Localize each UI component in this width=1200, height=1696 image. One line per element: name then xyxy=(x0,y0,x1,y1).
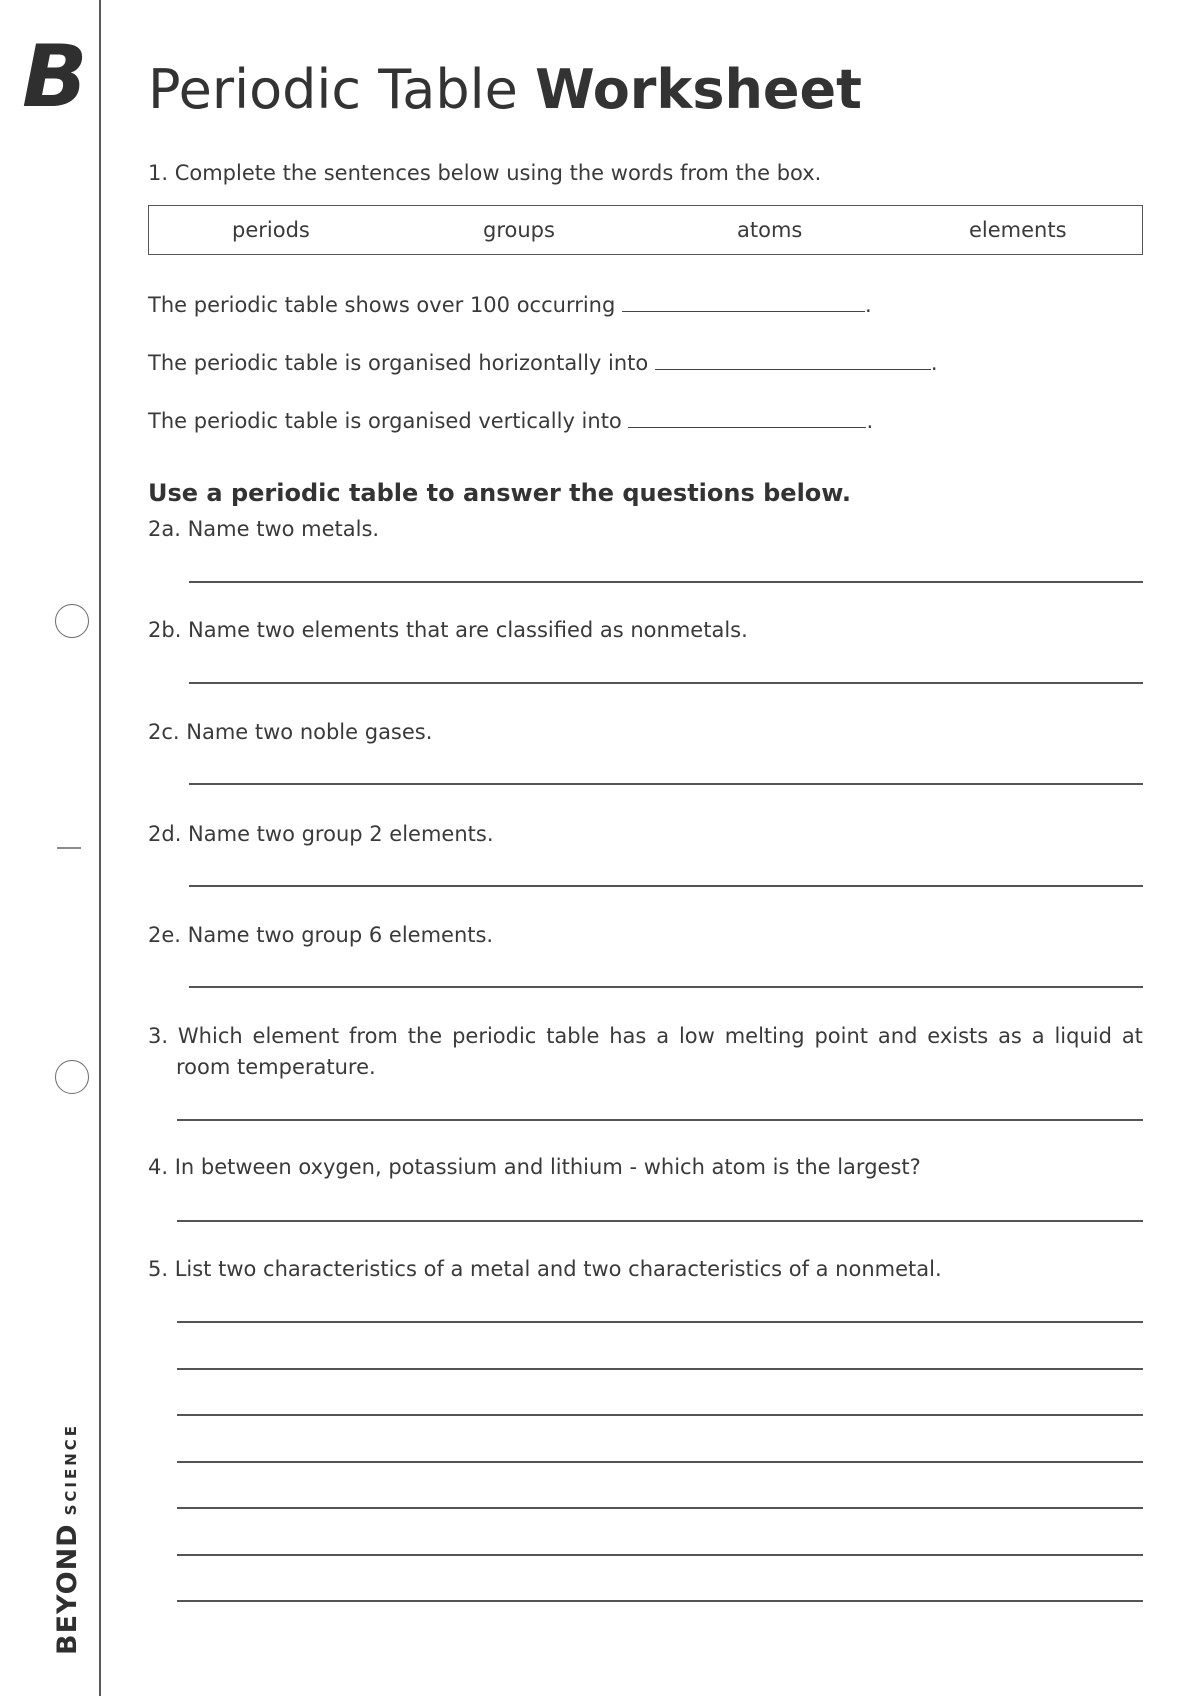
answer-line[interactable] xyxy=(189,682,1143,684)
q3-word: as xyxy=(998,1024,1022,1048)
q3-word: table xyxy=(546,1024,600,1048)
q3-word: a xyxy=(656,1024,670,1048)
word-box-item: groups xyxy=(483,218,555,242)
answer-blank[interactable] xyxy=(622,291,865,312)
q3-word: melting xyxy=(724,1024,805,1048)
answer-line[interactable] xyxy=(177,1600,1143,1602)
brand-sub: SCIENCE xyxy=(62,1422,80,1516)
question-2e: 2e. Name two group 6 elements. xyxy=(148,923,494,947)
q3-word: point xyxy=(814,1024,869,1048)
answer-line[interactable] xyxy=(177,1321,1143,1323)
q3-word: the xyxy=(407,1024,443,1048)
q1-sentence xyxy=(148,349,938,377)
q1-instruction: 1. Complete the sentences below using the words from the box. xyxy=(148,161,822,185)
punch-hole-lower xyxy=(55,1060,89,1094)
period-mark: . xyxy=(866,409,874,433)
answer-line[interactable] xyxy=(177,1461,1143,1463)
answer-blank[interactable] xyxy=(655,349,931,370)
question-2b: 2b. Name two elements that are classified as nonmetals. xyxy=(148,618,748,642)
answer-line[interactable] xyxy=(189,783,1143,785)
page-title xyxy=(148,58,862,122)
sentence-text: The periodic table is organised vertically into xyxy=(148,409,622,433)
q3-word: 3. xyxy=(148,1024,169,1048)
q3-word: exists xyxy=(927,1024,989,1048)
question-4: 4. In between oxygen, potassium and lithium - which atom is the largest? xyxy=(148,1155,921,1179)
q3-word: has xyxy=(609,1024,647,1048)
q3-word: Which xyxy=(177,1024,243,1048)
period-mark: . xyxy=(930,351,938,375)
q1-sentence xyxy=(148,407,873,435)
question-3 xyxy=(148,1021,1143,1083)
question-2a: 2a. Name two metals. xyxy=(148,517,380,541)
q1-sentence xyxy=(148,291,872,319)
period-mark: . xyxy=(865,293,872,317)
punch-hole-upper xyxy=(55,604,89,638)
word-box-item: periods xyxy=(232,218,310,242)
question-3-line2: room temperature. xyxy=(176,1055,376,1079)
question-5: 5. List two characteristics of a metal and two characteristics of a nonmetal. xyxy=(148,1257,942,1281)
q3-word: low xyxy=(678,1024,715,1048)
question-2c: 2c. Name two noble gases. xyxy=(148,720,433,744)
answer-line[interactable] xyxy=(189,885,1143,887)
question-3-line1 xyxy=(148,1021,1143,1052)
title-light: Periodic Table xyxy=(148,58,518,121)
word-box xyxy=(148,205,1143,255)
answer-line[interactable] xyxy=(177,1119,1143,1121)
sentence-text: The periodic table shows over 100 occurring xyxy=(148,293,616,317)
q3-word: and xyxy=(877,1024,918,1048)
q3-word: from xyxy=(349,1024,398,1048)
answer-line[interactable] xyxy=(189,986,1143,988)
word-box-item: atoms xyxy=(737,218,803,242)
brand-vertical xyxy=(52,1423,83,1655)
answer-line[interactable] xyxy=(189,581,1143,583)
answer-line[interactable] xyxy=(177,1507,1143,1509)
q3-word: element xyxy=(252,1024,340,1048)
q3-word: liquid xyxy=(1054,1024,1112,1048)
sentence-text: The periodic table is organised horizontally into xyxy=(148,351,649,375)
question-2d: 2d. Name two group 2 elements. xyxy=(148,822,494,846)
q3-word: periodic xyxy=(452,1024,537,1048)
answer-line[interactable] xyxy=(177,1220,1143,1222)
answer-line[interactable] xyxy=(177,1414,1143,1416)
brand-main: BEYOND xyxy=(52,1523,83,1655)
fold-mark xyxy=(57,847,81,849)
answer-line[interactable] xyxy=(177,1554,1143,1556)
brand-logo: B xyxy=(22,27,84,127)
section-heading: Use a periodic table to answer the questions below. xyxy=(148,479,852,507)
margin-rule xyxy=(99,0,101,1696)
answer-blank[interactable] xyxy=(628,407,866,428)
answer-line[interactable] xyxy=(177,1368,1143,1370)
q3-word: at xyxy=(1121,1024,1143,1048)
word-box-item: elements xyxy=(969,218,1067,242)
title-bold: Worksheet xyxy=(535,58,862,121)
q3-word: a xyxy=(1031,1024,1045,1048)
